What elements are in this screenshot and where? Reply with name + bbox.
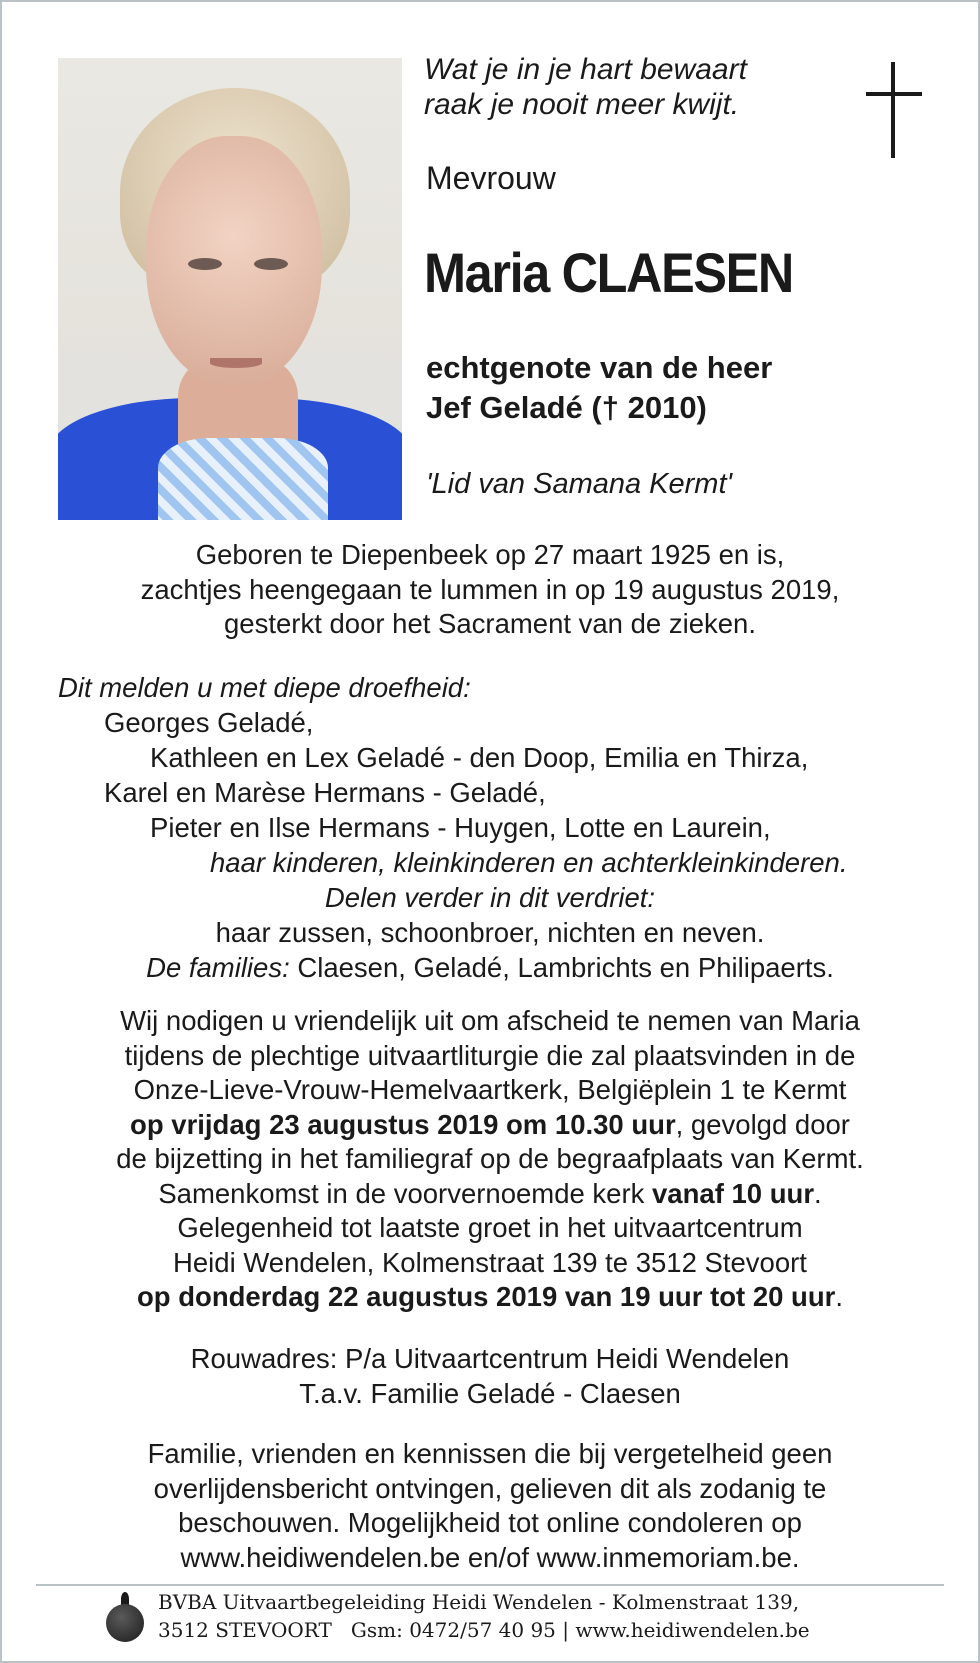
family-line: Kathleen en Lex Geladé - den Doop, Emilia en Thirza, — [150, 742, 809, 773]
notice-line: Familie, vrienden en kennissen die bij vergetelheid geen — [147, 1438, 833, 1469]
birth-death-info — [40, 538, 940, 642]
invitation-line: Gelegenheid tot laatste groet in het uitvaartcentrum — [177, 1212, 803, 1243]
notice — [40, 1437, 940, 1575]
birth-line: gesterkt door het Sacrament van de zieken. — [224, 608, 756, 639]
invitation-line: Wij nodigen u vriendelijk uit om afscheid te nemen van Maria — [120, 1005, 860, 1036]
honorific: Mevrouw — [426, 160, 556, 196]
families-label: De families: — [146, 952, 290, 983]
address-line: Rouwadres: P/a Uitvaartcentrum Heidi Wendelen — [190, 1343, 790, 1374]
birth-line: Geboren te Diepenbeek op 27 maart 1925 en is, — [195, 539, 785, 570]
invitation-line: tijdens de plechtige uitvaartliturgie die zal plaatsvinden in de — [124, 1039, 856, 1071]
invitation-line: op vrijdag 23 augustus 2019 om 10.30 uur, gevolgd door — [130, 1108, 850, 1140]
notice-line: beschouwen. Mogelijkheid tot online condoleren op — [178, 1507, 802, 1538]
invitation-line: Samenkomst in de voorvernoemde kerk vanaf 10 uur. — [158, 1177, 822, 1209]
notice-line: www.heidiwendelen.be en/of www.inmemoriam.be. — [180, 1541, 800, 1573]
family-relation: haar kinderen, kleinkinderen en achterkleinkinderen. — [210, 847, 848, 878]
membership: 'Lid van Samana Kermt' — [426, 468, 733, 500]
footer-line-2: 3512 STEVOORT Gsm: 0472/57 40 95 | www.heidiwendelen.be — [158, 1618, 810, 1642]
footer-divider — [36, 1584, 944, 1586]
invitation-line: op donderdag 22 augustus 2019 van 19 uur tot 20 uur. — [137, 1281, 843, 1312]
visitation-date: op donderdag 22 augustus 2019 van 19 uur tot 20 uur — [137, 1281, 836, 1312]
spouse-line-1: echtgenote van de heer — [426, 350, 773, 385]
invitation-line: Onze-Lieve-Vrouw-Hemelvaartkerk, Belgiëplein 1 te Kermt — [133, 1074, 847, 1105]
cross-icon — [866, 62, 922, 158]
families-names: Claesen, Geladé, Lambrichts en Philipaerts. — [289, 952, 834, 983]
gathering-time: vanaf 10 uur — [652, 1177, 815, 1209]
relatives: haar zussen, schoonbroer, nichten en neven. — [215, 917, 765, 948]
birth-line: zachtjes heengegaan te lummen in op 19 augustus 2019, — [140, 573, 840, 605]
family-line: Karel en Marèse Hermans - Geladé, — [104, 777, 546, 808]
spouse-line-2: Jef Geladé († 2010) — [426, 390, 707, 425]
family-line: Georges Geladé, — [104, 707, 314, 738]
quote-line-2: raak je nooit meer kwijt. — [424, 88, 740, 121]
invitation — [30, 1004, 950, 1315]
spouse-info — [426, 348, 772, 428]
footer — [158, 1588, 810, 1644]
globe-sprout-logo — [104, 1592, 146, 1648]
invitation-line: Heidi Wendelen, Kolmenstraat 139 te 3512 Stevoort — [173, 1246, 807, 1278]
mourning-address — [40, 1342, 940, 1411]
portrait-photo — [58, 58, 402, 520]
families-line — [0, 950, 980, 985]
notice-line: overlijdensbericht ontvingen, gelieven dit als zodanig te — [153, 1472, 827, 1504]
family-intro: Dit melden u met diepe droefheid: — [58, 672, 471, 703]
funeral-date: op vrijdag 23 augustus 2019 om 10.30 uur — [130, 1108, 676, 1140]
family-line: Pieter en Ilse Hermans - Huygen, Lotte en Laurein, — [150, 812, 771, 843]
quote-line-1: Wat je in je hart bewaart — [424, 53, 747, 86]
share-intro: Delen verder in dit verdriet: — [324, 882, 656, 913]
address-line: T.a.v. Familie Geladé - Claesen — [299, 1377, 681, 1409]
deceased-name: Maria CLAESEN — [424, 241, 793, 304]
footer-line-1: BVBA Uitvaartbegeleiding Heidi Wendelen - Kolmenstraat 139, — [158, 1590, 800, 1614]
memorial-quote — [424, 52, 747, 122]
invitation-line: de bijzetting in het familiegraf op de begraafplaats van Kermt. — [116, 1143, 864, 1174]
